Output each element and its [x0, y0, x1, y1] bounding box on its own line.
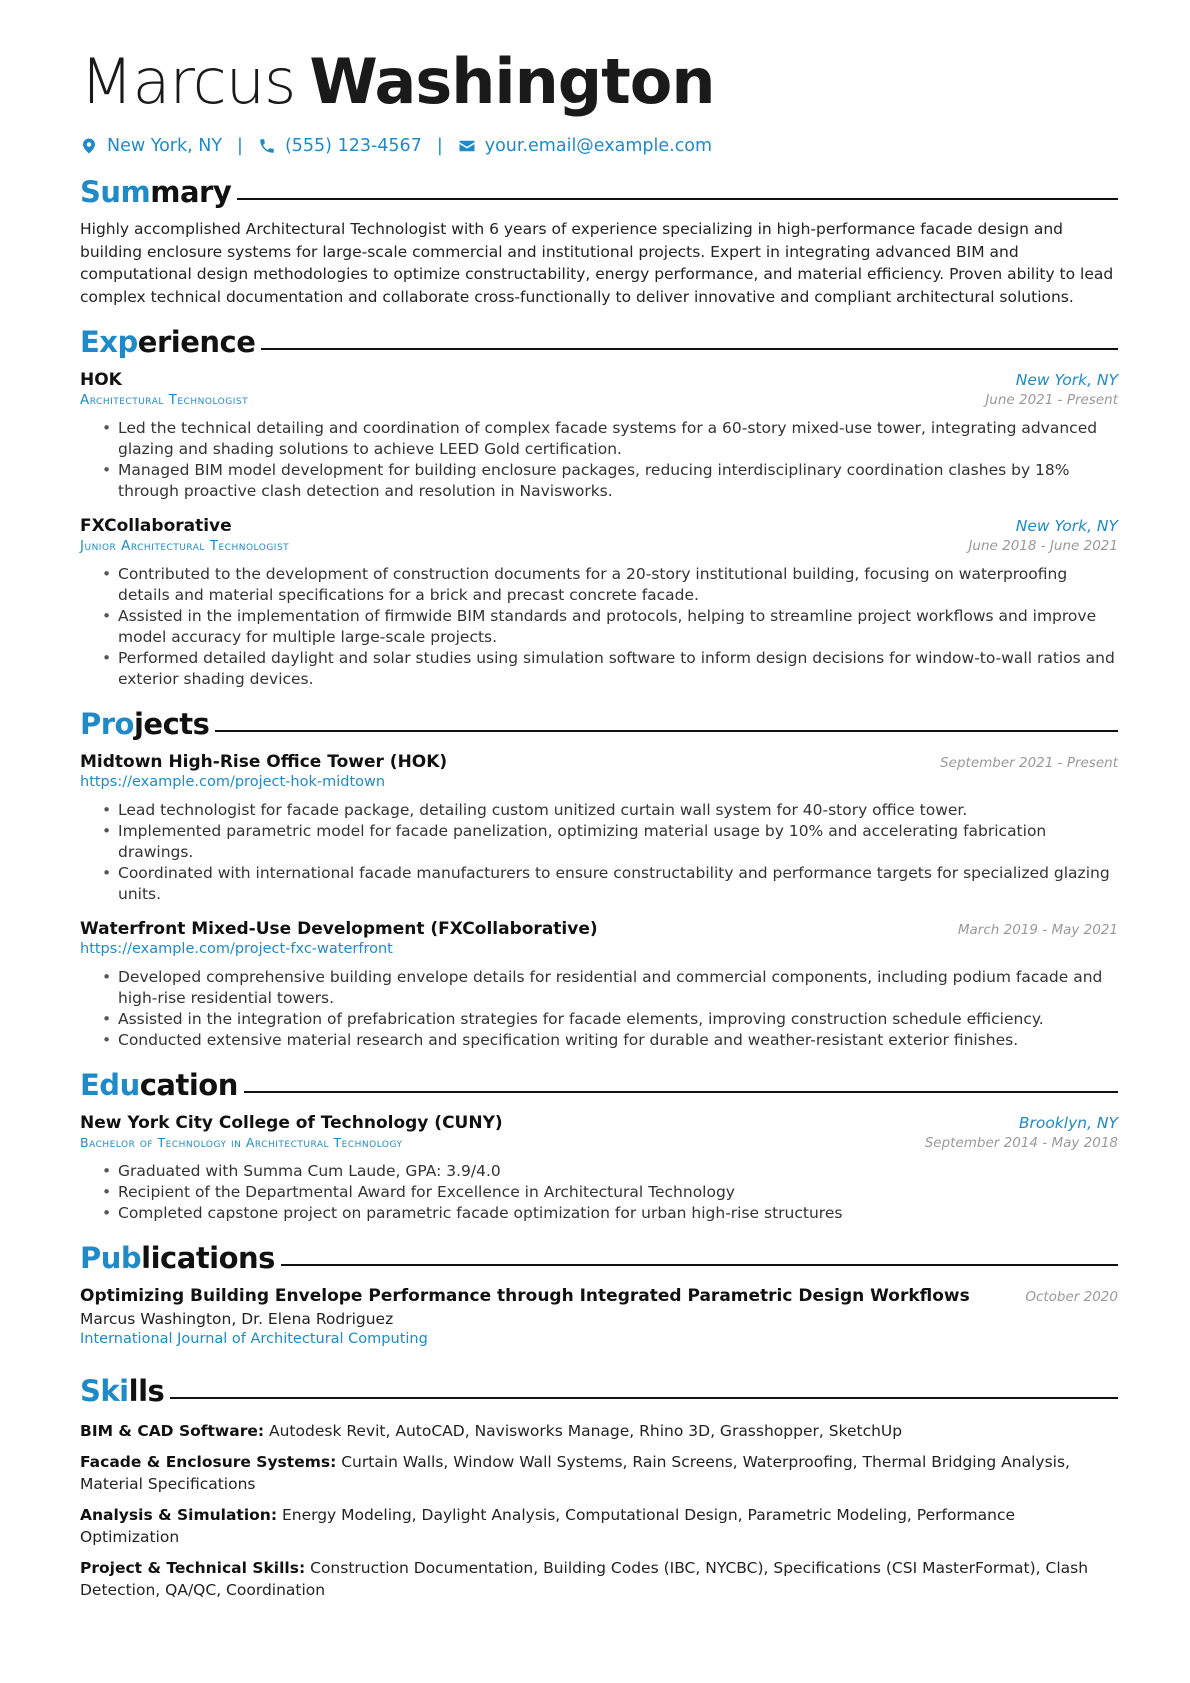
list-item: • Led the technical detailing and coordination of complex facade systems for a 60-story mixed-use tower, integrating advanced glazing and shading solutions to achieve LEED Gold certification. — [118, 418, 1118, 460]
heading-accent: Exp — [80, 325, 138, 359]
skill-label: BIM & CAD Software: — [80, 1422, 265, 1440]
project-title: Waterfront Mixed-Use Development (FXCollaborative) — [80, 919, 598, 939]
heading-rest: cation — [139, 1068, 238, 1102]
school-name: New York City College of Technology (CUNY) — [80, 1113, 503, 1133]
job-location: New York, NY — [1015, 517, 1118, 535]
list-item: • Implemented parametric model for facade panelization, optimizing material usage by 10% and accelerating fabrication drawings. — [118, 821, 1118, 863]
job-dates: June 2018 - June 2021 — [968, 538, 1118, 554]
bullet-list — [80, 967, 1118, 1051]
last-name: Washington — [309, 45, 715, 118]
heading-rest: mary — [150, 175, 232, 209]
list-item: • Recipient of the Departmental Award for Excellence in Architectural Technology — [118, 1182, 1118, 1203]
project-link[interactable]: https://example.com/project-fxc-waterfront — [80, 941, 393, 957]
heading-accent: Pro — [80, 707, 134, 741]
heading-accent: Edu — [80, 1068, 140, 1102]
section-projects-heading — [80, 704, 1118, 744]
section-rule — [244, 1091, 1118, 1094]
heading-accent: Sum — [80, 175, 151, 209]
section-publications-heading — [80, 1238, 1118, 1278]
education-entry — [80, 1113, 1118, 1224]
project-dates: March 2019 - May 2021 — [957, 922, 1118, 938]
list-item: • Graduated with Summa Cum Laude, GPA: 3.9/4.0 — [118, 1161, 1118, 1182]
project-entry — [80, 919, 1118, 1051]
heading-rest: lls — [128, 1374, 165, 1408]
job-location: New York, NY — [1015, 371, 1118, 389]
job-role: Junior Architectural Technologist — [80, 538, 290, 554]
project-title: Midtown High-Rise Office Tower (HOK) — [80, 752, 448, 772]
company-name: HOK — [80, 370, 122, 390]
heading-rest: erience — [137, 325, 256, 359]
separator: | — [237, 136, 243, 156]
bullet-list — [80, 1161, 1118, 1224]
publication-date: October 2020 — [1025, 1289, 1118, 1305]
list-item: • Performed detailed daylight and solar studies using simulation software to inform design decisions for window-to-wall ratios and exterior shading devices. — [118, 648, 1118, 690]
heading-accent: Pub — [80, 1241, 142, 1275]
skill-value: Curtain Walls, Window Wall Systems, Rain Screens, Waterproofing, Thermal Bridging Analysis, Material Specifications — [80, 1453, 1070, 1493]
skill-value: Construction Documentation, Building Codes (IBC, NYCBC), Specifications (CSI MasterFormat), Clash Detection, QA/QC, Coordination — [80, 1559, 1089, 1599]
first-name: Marcus — [80, 45, 296, 118]
list-item: • Assisted in the implementation of firmwide BIM standards and protocols, helping to streamline project workflows and improve model accuracy for multiple large-scale projects. — [118, 606, 1118, 648]
degree: Bachelor of Technology in Architectural Technology — [80, 1135, 403, 1150]
list-item: • Developed comprehensive building envelope details for residential and commercial components, including podium facade and high-rise residential towers. — [118, 967, 1118, 1009]
section-rule — [237, 198, 1118, 201]
bullet-list — [80, 418, 1118, 502]
skill-label: Facade & Enclosure Systems: — [80, 1453, 337, 1471]
heading-accent: Ski — [80, 1374, 129, 1408]
heading-rest: jects — [133, 707, 210, 741]
section-summary-heading — [80, 172, 1118, 212]
envelope-icon — [458, 137, 476, 155]
project-entry — [80, 752, 1118, 905]
phone-link[interactable]: (555) 123-4567 — [284, 136, 422, 156]
contact-bar — [80, 134, 1118, 158]
map-pin-icon — [80, 137, 98, 155]
section-rule — [261, 348, 1118, 351]
skill-label: Analysis & Simulation: — [80, 1506, 278, 1524]
skill-row — [80, 1451, 1118, 1495]
summary-text: Highly accomplished Architectural Technologist with 6 years of experience specializing in high-performance facade design and building enclosure systems for large-scale commercial and institutional projects. Expert in integrating advanced BIM and computational design methodologies to optimize constructability, energy performance, and material efficiency. Proven ability to lead complex technical documentation and collaborate cross-functionally to deliver innovative and compliant architectural solutions. — [80, 220, 1114, 306]
skill-value: Autodesk Revit, AutoCAD, Navisworks Manage, Rhino 3D, Grasshopper, SketchUp — [269, 1422, 903, 1440]
skill-row — [80, 1557, 1118, 1601]
list-item: • Assisted in the integration of prefabrication strategies for facade elements, improving construction schedule efficiency. — [118, 1009, 1118, 1030]
publication-authors: Marcus Washington, Dr. Elena Rodriguez — [80, 1310, 394, 1328]
list-item: • Coordinated with international facade manufacturers to ensure constructability and performance targets for specialized glazing units. — [118, 863, 1118, 905]
section-rule — [215, 730, 1118, 733]
list-item: • Lead technologist for facade package, detailing custom unitized curtain wall system for 40-story office tower. — [118, 800, 1118, 821]
skill-row — [80, 1420, 1118, 1442]
section-experience-heading — [80, 322, 1118, 362]
list-item: • Contributed to the development of construction documents for a 20-story institutional building, focusing on waterproofing details and material specifications for a brick and precast concrete facade. — [118, 564, 1118, 606]
project-link[interactable]: https://example.com/project-hok-midtown — [80, 774, 386, 790]
candidate-name — [80, 0, 1118, 122]
section-skills-heading — [80, 1371, 1118, 1411]
separator: | — [436, 136, 443, 156]
education-dates: September 2014 - May 2018 — [924, 1135, 1118, 1151]
phone-icon — [258, 137, 276, 155]
project-dates: September 2021 - Present — [940, 755, 1118, 771]
email-link[interactable]: your.email@example.com — [484, 136, 713, 156]
publication-venue: International Journal of Architectural Computing — [80, 1331, 428, 1347]
skill-label: Project & Technical Skills: — [80, 1559, 306, 1577]
list-item: • Managed BIM model development for building enclosure packages, reducing interdisciplinary coordination clashes by 18% through proactive clash detection and resolution in Navisworks. — [118, 460, 1118, 502]
publication-entry — [80, 1286, 1118, 1347]
school-location: Brooklyn, NY — [1018, 1114, 1118, 1132]
section-rule — [281, 1264, 1118, 1267]
bullet-list — [80, 800, 1118, 905]
job-role: Architectural Technologist — [80, 392, 249, 408]
list-item: • Conducted extensive material research and specification writing for durable and weather-resistant exterior finishes. — [118, 1030, 1118, 1051]
experience-entry — [80, 516, 1118, 690]
location-text: New York, NY — [107, 136, 223, 156]
company-name: FXCollaborative — [80, 516, 232, 536]
bullet-list — [80, 564, 1118, 690]
publication-title: Optimizing Building Envelope Performance through Integrated Parametric Design Workflows — [80, 1286, 970, 1306]
skill-row — [80, 1504, 1118, 1548]
section-rule — [170, 1397, 1118, 1400]
heading-rest: lications — [141, 1241, 275, 1275]
experience-entry — [80, 370, 1118, 502]
skill-value: Energy Modeling, Daylight Analysis, Computational Design, Parametric Modeling, Performance Optimization — [80, 1506, 1016, 1546]
job-dates: June 2021 - Present — [985, 392, 1118, 408]
list-item: • Completed capstone project on parametric facade optimization for urban high-rise structures — [118, 1203, 1118, 1224]
section-education-heading — [80, 1065, 1118, 1105]
